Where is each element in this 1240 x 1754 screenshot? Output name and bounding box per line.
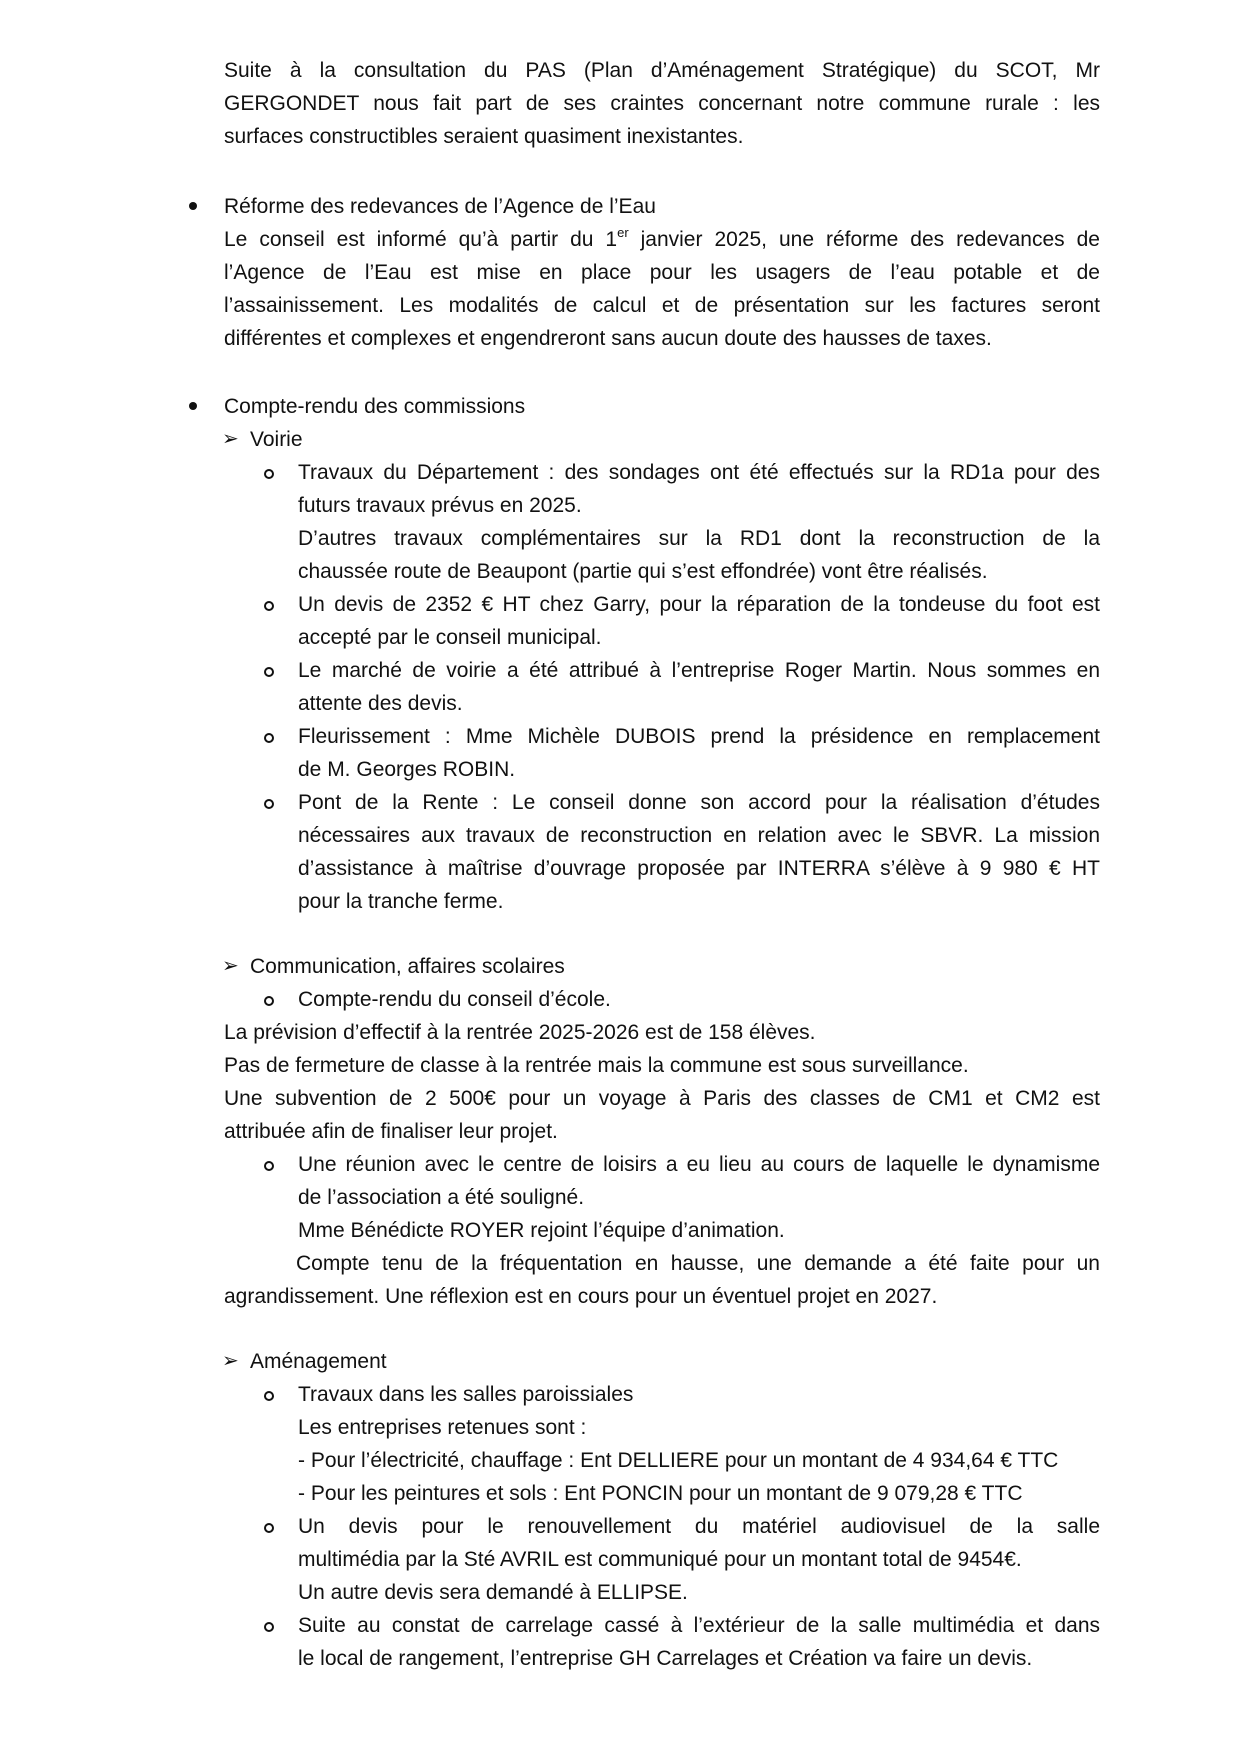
intro-line-1: Suite à la consultation du PAS (Plan d’Aménagement Stratégique) du SCOT, Mr — [224, 59, 1100, 82]
intro-line-3: surfaces constructibles seraient quasiment inexistantes. — [224, 125, 744, 148]
circle-bullet-icon — [264, 799, 274, 809]
intro-line-2: GERGONDET nous fait part de ses craintes concernant notre commune rurale : les — [224, 92, 1100, 115]
voirie-item-5-line-3: d’assistance à maîtrise d’ouvrage proposée par INTERRA s’élève à 9 980 € HT — [298, 857, 1100, 880]
circle-bullet-icon — [264, 667, 274, 677]
communication-para-2: Pas de fermeture de classe à la rentrée mais la commune est sous surveillance. — [224, 1054, 969, 1077]
amenagement-item-3-line-1: Suite au constat de carrelage cassé à l’extérieur de la salle multimédia et dans — [298, 1614, 1100, 1637]
arrow-bullet-icon: ➢ — [222, 1350, 239, 1372]
reforme-line-1-b: janvier 2025, une réforme des redevances de — [628, 228, 1100, 251]
reforme-line-1-a: Le conseil est informé qu’à partir du 1 — [224, 228, 618, 251]
amenagement-title: Aménagement — [250, 1350, 387, 1373]
amenagement-item-2-line-1: Un devis pour le renouvellement du matériel audiovisuel de la salle — [298, 1515, 1100, 1538]
voirie-item-4-line-1: Fleurissement : Mme Michèle DUBOIS prend la présidence en remplacement — [298, 725, 1100, 748]
voirie-item-1-line-2: futurs travaux prévus en 2025. — [298, 494, 582, 517]
circle-bullet-icon — [264, 601, 274, 611]
communication-item-1: Compte-rendu du conseil d’école. — [298, 988, 611, 1011]
circle-bullet-icon — [264, 1161, 274, 1171]
voirie-item-2-line-1: Un devis de 2352 € HT chez Garry, pour la réparation de la tondeuse du foot est — [298, 593, 1100, 616]
communication-para-4-line-1: Compte tenu de la fréquentation en hausse, une demande a été faite pour un — [296, 1252, 1100, 1275]
arrow-bullet-icon: ➢ — [222, 428, 239, 450]
amenagement-item-1-line-2: Les entreprises retenues sont : — [298, 1416, 587, 1439]
voirie-title: Voirie — [250, 428, 303, 451]
reforme-title: Réforme des redevances de l’Agence de l’Eau — [224, 195, 656, 218]
circle-bullet-icon — [264, 469, 274, 479]
bullet-dot-icon — [189, 402, 197, 410]
communication-item-2-line-3: Mme Bénédicte ROYER rejoint l’équipe d’animation. — [298, 1219, 785, 1242]
reforme-line-1-sup: er — [617, 225, 629, 240]
reforme-line-4: différentes et complexes et engendreront sans aucun doute des hausses de taxes. — [224, 327, 992, 350]
reforme-line-3: l’assainissement. Les modalités de calcul et de présentation sur les factures seront — [224, 294, 1100, 317]
communication-para-4-line-2: agrandissement. Une réflexion est en cours pour un éventuel projet en 2027. — [224, 1285, 938, 1308]
amenagement-item-1-line-1: Travaux dans les salles paroissiales — [298, 1383, 634, 1406]
communication-para-3-line-2: attribuée afin de finaliser leur projet. — [224, 1120, 558, 1143]
amenagement-item-2-line-3: Un autre devis sera demandé à ELLIPSE. — [298, 1581, 688, 1604]
voirie-item-5-line-1: Pont de la Rente : Le conseil donne son accord pour la réalisation d’études — [298, 791, 1100, 814]
communication-title: Communication, affaires scolaires — [250, 955, 565, 978]
communication-para-3-line-1: Une subvention de 2 500€ pour un voyage à Paris des classes de CM1 et CM2 est — [224, 1087, 1100, 1110]
voirie-item-3-line-1: Le marché de voirie a été attribué à l’entreprise Roger Martin. Nous sommes en — [298, 659, 1100, 682]
reforme-line-2: l’Agence de l’Eau est mise en place pour les usagers de l’eau potable et de — [224, 261, 1100, 284]
voirie-item-1-line-4: chaussée route de Beaupont (partie qui s’est effondrée) vont être réalisés. — [298, 560, 988, 583]
voirie-item-1-line-1: Travaux du Département : des sondages ont été effectués sur la RD1a pour des — [298, 461, 1100, 484]
circle-bullet-icon — [264, 733, 274, 743]
communication-item-2-line-1: Une réunion avec le centre de loisirs a eu lieu au cours de laquelle le dynamisme — [298, 1153, 1100, 1176]
circle-bullet-icon — [264, 1622, 274, 1632]
voirie-item-4-line-2: de M. Georges ROBIN. — [298, 758, 516, 781]
amenagement-item-1-line-4: - Pour les peintures et sols : Ent PONCIN pour un montant de 9 079,28 € TTC — [298, 1482, 1023, 1505]
reforme-line-1 — [224, 223, 1100, 256]
circle-bullet-icon — [264, 1391, 274, 1401]
circle-bullet-icon — [264, 1523, 274, 1533]
amenagement-item-1-line-3: - Pour l’électricité, chauffage : Ent DELLIERE pour un montant de 4 934,64 € TTC — [298, 1449, 1059, 1472]
voirie-item-3-line-2: attente des devis. — [298, 692, 463, 715]
amenagement-item-2-line-2: multimédia par la Sté AVRIL est communiqué pour un montant total de 9454€. — [298, 1548, 1022, 1571]
voirie-item-1-line-3: D’autres travaux complémentaires sur la RD1 dont la reconstruction de la — [298, 527, 1100, 550]
amenagement-item-3-line-2: le local de rangement, l’entreprise GH Carrelages et Création va faire un devis. — [298, 1647, 1033, 1670]
voirie-item-2-line-2: accepté par le conseil municipal. — [298, 626, 602, 649]
communication-para-1: La prévision d’effectif à la rentrée 2025-2026 est de 158 élèves. — [224, 1021, 816, 1044]
arrow-bullet-icon: ➢ — [222, 955, 239, 977]
voirie-item-5-line-4: pour la tranche ferme. — [298, 890, 504, 913]
communication-item-2-line-2: de l’association a été souligné. — [298, 1186, 585, 1209]
commissions-title: Compte-rendu des commissions — [224, 395, 526, 418]
bullet-dot-icon — [189, 202, 197, 210]
circle-bullet-icon — [264, 996, 274, 1006]
voirie-item-5-line-2: nécessaires aux travaux de reconstruction en relation avec le SBVR. La mission — [298, 824, 1100, 847]
